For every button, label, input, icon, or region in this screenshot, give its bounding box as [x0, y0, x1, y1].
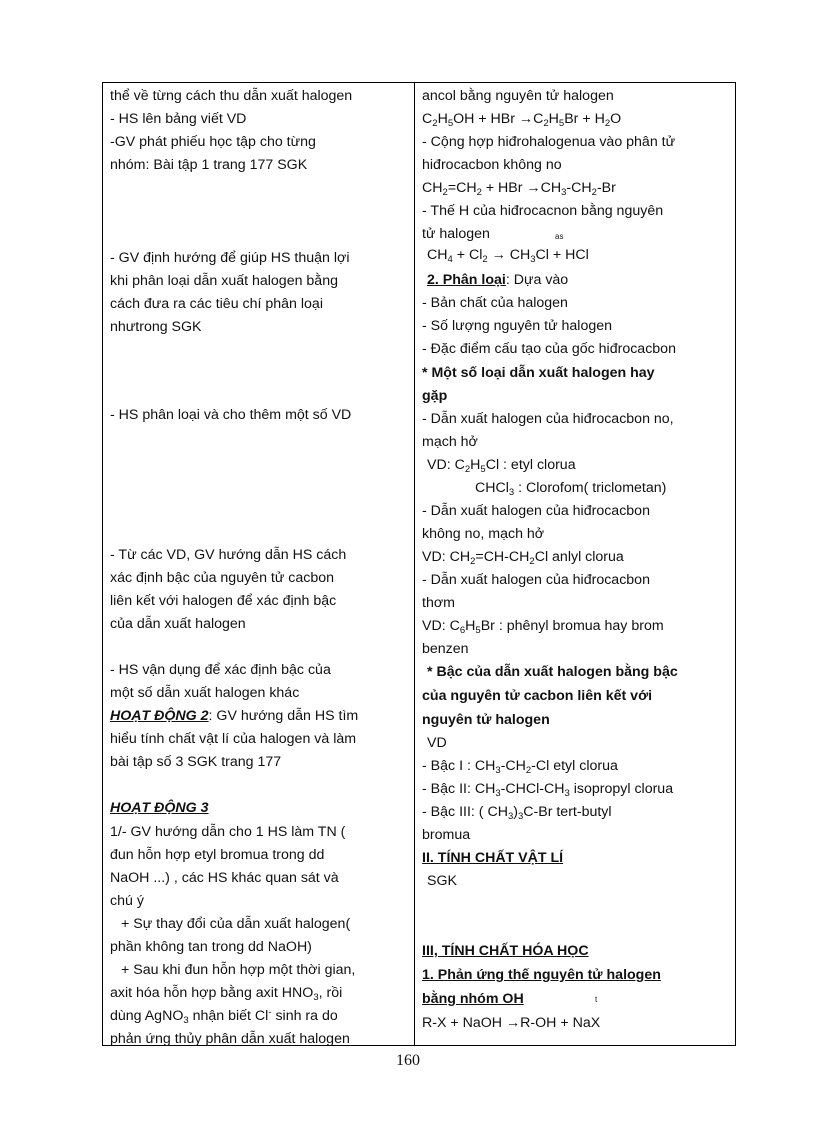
subscript: 6 [459, 625, 466, 636]
subscript: 3 [564, 788, 570, 799]
activity-3-heading: HOẠT ĐỘNG 3 [110, 800, 209, 816]
text-line: của dẫn xuất halogen [110, 616, 246, 632]
example-line [422, 547, 624, 567]
text-line: nhóm: Bài tập 1 trang 177 SGK [110, 157, 308, 173]
text-line: bài tập số 3 SGK trang 177 [110, 754, 282, 770]
text-line: - Dẫn xuất halogen của hiđrocacbon [422, 503, 650, 519]
text-line: cách đưa ra các tiêu chí phân loại [110, 296, 323, 312]
text-line: đun hỗn hợp etyl bromua trong dd [110, 847, 325, 863]
text-line: nhưtrong SGK [110, 319, 202, 335]
subscript: 3 [313, 992, 319, 1003]
text-line [110, 983, 342, 1003]
example-line [422, 616, 664, 636]
text-line: của nguyên tử cacbon liên kết với [422, 688, 653, 704]
text-line: thể về từng cách thu dẫn xuất halogen [110, 88, 353, 104]
text-line: - Dẫn xuất halogen của hiđrocacbon no, [422, 411, 674, 427]
text-run: + HBr →CH [481, 180, 562, 196]
subscript: 3 [183, 1015, 189, 1026]
subscript: 3 [495, 765, 501, 776]
text-run: OH + HBr →C [453, 111, 544, 127]
subscript: 4 [447, 254, 453, 265]
text-line: benzen [422, 641, 469, 657]
text-run: H [465, 618, 476, 634]
text-line: - Bản chất của halogen [422, 295, 568, 311]
subscript: 2 [604, 118, 611, 129]
page-number: 160 [396, 1052, 420, 1069]
text-run: ) [513, 804, 518, 820]
text-line: một số dẫn xuất halogen khác [110, 685, 300, 701]
text-run: : Dựa vào [505, 272, 569, 288]
subscript: 2 [543, 118, 549, 129]
section-heading: 1. Phản ứng thế nguyên tử halogen [422, 967, 661, 983]
text-run: C [422, 111, 433, 127]
subscript: 3 [507, 811, 514, 822]
subscript: 3 [517, 811, 524, 822]
example-line [427, 455, 576, 475]
text-run: sinh ra do [271, 1008, 338, 1024]
text-line: - Thế H của hiđrocacnon bằng nguyên [422, 203, 664, 219]
example-line [422, 802, 612, 822]
text-line: phản ứng thủy phân dẫn xuất halogen [110, 1031, 350, 1047]
text-line: + Sau khi đun hỗn hợp một thời gian, [121, 962, 356, 978]
text-run: H [470, 457, 481, 473]
subscript: 2 [432, 118, 438, 129]
text-line: VD [427, 735, 447, 751]
text-run: VD: C [427, 457, 465, 473]
lesson-table [102, 82, 736, 1046]
section-heading: bằng nhóm OH [422, 991, 524, 1007]
text-line: + Sự thay đổi của dẫn xuất halogen( [121, 916, 351, 932]
text-line: bromua [422, 827, 471, 843]
text-run: isopropyl clorua [569, 781, 674, 797]
text-line: SGK [427, 873, 457, 889]
text-run: nhận biết Cl [188, 1008, 269, 1024]
text-run: -CH [500, 758, 526, 774]
section-heading [427, 270, 568, 290]
example-line [422, 756, 618, 776]
text-run: , rồi [318, 985, 343, 1001]
subscript: 5 [480, 464, 486, 475]
text-line: * Một số loại dẫn xuất halogen hay [422, 365, 655, 381]
text-run: Cl anlyl clorua [534, 549, 624, 565]
section-heading: II. TÍNH CHẤT VẬT LÍ [422, 850, 564, 866]
text-line: nguyên tử halogen [422, 712, 550, 728]
subscript: 3 [561, 187, 567, 198]
text-run: Cl + HCl [535, 247, 589, 263]
subscript: 3 [530, 254, 536, 265]
subscript: 3 [495, 788, 501, 799]
text-run: - Bậc II: CH [422, 781, 496, 797]
text-run: H [437, 111, 448, 127]
subscript: 2 [482, 254, 488, 265]
section-heading: III, TÍNH CHẤT HÓA HỌC [422, 943, 589, 959]
equation [422, 109, 621, 129]
text-run: Br : phênyl bromua hay brom [480, 618, 664, 634]
subscript: 2 [591, 187, 597, 198]
text-line: xác định bậc của nguyên tử cacbon [110, 570, 335, 586]
text-run: -CH [566, 180, 592, 196]
text-line: 1/- GV hướng dẫn cho 1 HS làm TN ( [110, 824, 346, 840]
subscript: 3 [508, 487, 515, 498]
text-line: - GV định hướng để giúp HS thuận lợi [110, 250, 350, 266]
text-line: - HS vận dụng để xác định bậc của [110, 662, 331, 678]
text-line: phần không tan trong dd NaOH) [110, 939, 312, 955]
text-run: VD: CH [422, 549, 471, 565]
text-run: CHCl [475, 480, 509, 496]
text-run: H [548, 111, 559, 127]
reaction-condition-label: t [595, 995, 598, 1004]
subscript: 5 [447, 118, 454, 129]
subscript: 2 [464, 464, 471, 475]
activity-2-heading: HOẠT ĐỘNG 2 [110, 708, 209, 724]
subscript: 2 [470, 556, 476, 567]
text-line: khi phân loại dẫn xuất halogen bằng [110, 273, 338, 289]
text-run: - Bậc III: ( CH [422, 804, 508, 820]
text-line: - Số lượng nguyên tử halogen [422, 318, 613, 334]
text-run: Br + H [564, 111, 605, 127]
text-run: -Br [596, 180, 616, 196]
text-line [110, 1006, 338, 1026]
content-column [415, 83, 735, 1045]
example-line [422, 779, 673, 799]
text-line: NaOH ...) , các HS khác quan sát và [110, 870, 339, 886]
teacher-student-activity-column [103, 83, 415, 1045]
reaction-condition-label: as [555, 232, 564, 241]
text-run: axit hóa hỗn hợp bằng axit HNO [110, 985, 314, 1001]
text-line: hiđrocacbon không no [422, 157, 562, 173]
text-run: CH [427, 247, 448, 263]
text-run: → CH [487, 247, 531, 263]
subscript: 5 [558, 118, 565, 129]
equation: R-X + NaOH →R-OH + NaX [422, 1015, 601, 1031]
text-line: tử halogen [422, 226, 490, 242]
text-line: - HS phân loại và cho thêm một số VD [110, 407, 352, 423]
equation [427, 245, 589, 265]
text-run: dùng AgNO [110, 1008, 184, 1024]
text-line: -GV phát phiếu học tập cho từng [110, 134, 316, 150]
text-run: =CH [447, 180, 477, 196]
text-line: chú ý [110, 893, 144, 909]
text-line: không no, mạch hở [422, 526, 545, 542]
text-run: O [610, 111, 622, 127]
text-line: liên kết với halogen để xác định bậc [110, 593, 337, 609]
text-line: ancol bằng nguyên tử halogen [422, 88, 614, 104]
text-line: gặp [422, 388, 448, 404]
text-line: - Từ các VD, GV hướng dẫn HS cách [110, 547, 347, 563]
text-run: C-Br tert-butyl [523, 804, 612, 820]
text-line: - Cộng hợp hiđrohalogenua vào phân tử [422, 134, 676, 150]
text-line: - Dẫn xuất halogen của hiđrocacbon [422, 572, 650, 588]
text-run: Cl : etyl clorua [485, 457, 576, 473]
text-line: - HS lên bảng viết VD [110, 111, 247, 127]
example-line [475, 478, 666, 498]
text-line: thơm [422, 595, 455, 611]
text-run: + Cl [452, 247, 483, 263]
equation [422, 178, 616, 198]
superscript: - [268, 1007, 272, 1018]
text-run: : Clorofom( triclometan) [514, 480, 667, 496]
subscript: 5 [475, 625, 481, 636]
text-run: - Bậc I : CH [422, 758, 496, 774]
text-run: -CHCl-CH [500, 781, 565, 797]
text-line: * Bậc của dẫn xuất halogen bằng bậc [427, 664, 678, 680]
text-line [110, 706, 358, 726]
text-run: : GV hướng dẫn HS tìm [208, 708, 359, 724]
subscript: 2 [442, 187, 448, 198]
text-run: VD: C [422, 618, 460, 634]
text-run: =CH-CH [475, 549, 530, 565]
text-run: 2. Phân loại [427, 272, 506, 288]
text-line: mạch hở [422, 434, 478, 450]
text-line: hiểu tính chất vật lí của halogen và làm [110, 731, 357, 747]
text-run: CH [422, 180, 443, 196]
subscript: 2 [476, 187, 482, 198]
subscript: 2 [525, 765, 532, 776]
text-run: -Cl etyl clorua [531, 758, 618, 774]
subscript: 2 [529, 556, 535, 567]
text-line: - Đặc điểm cấu tạo của gốc hiđrocacbon [422, 341, 676, 357]
